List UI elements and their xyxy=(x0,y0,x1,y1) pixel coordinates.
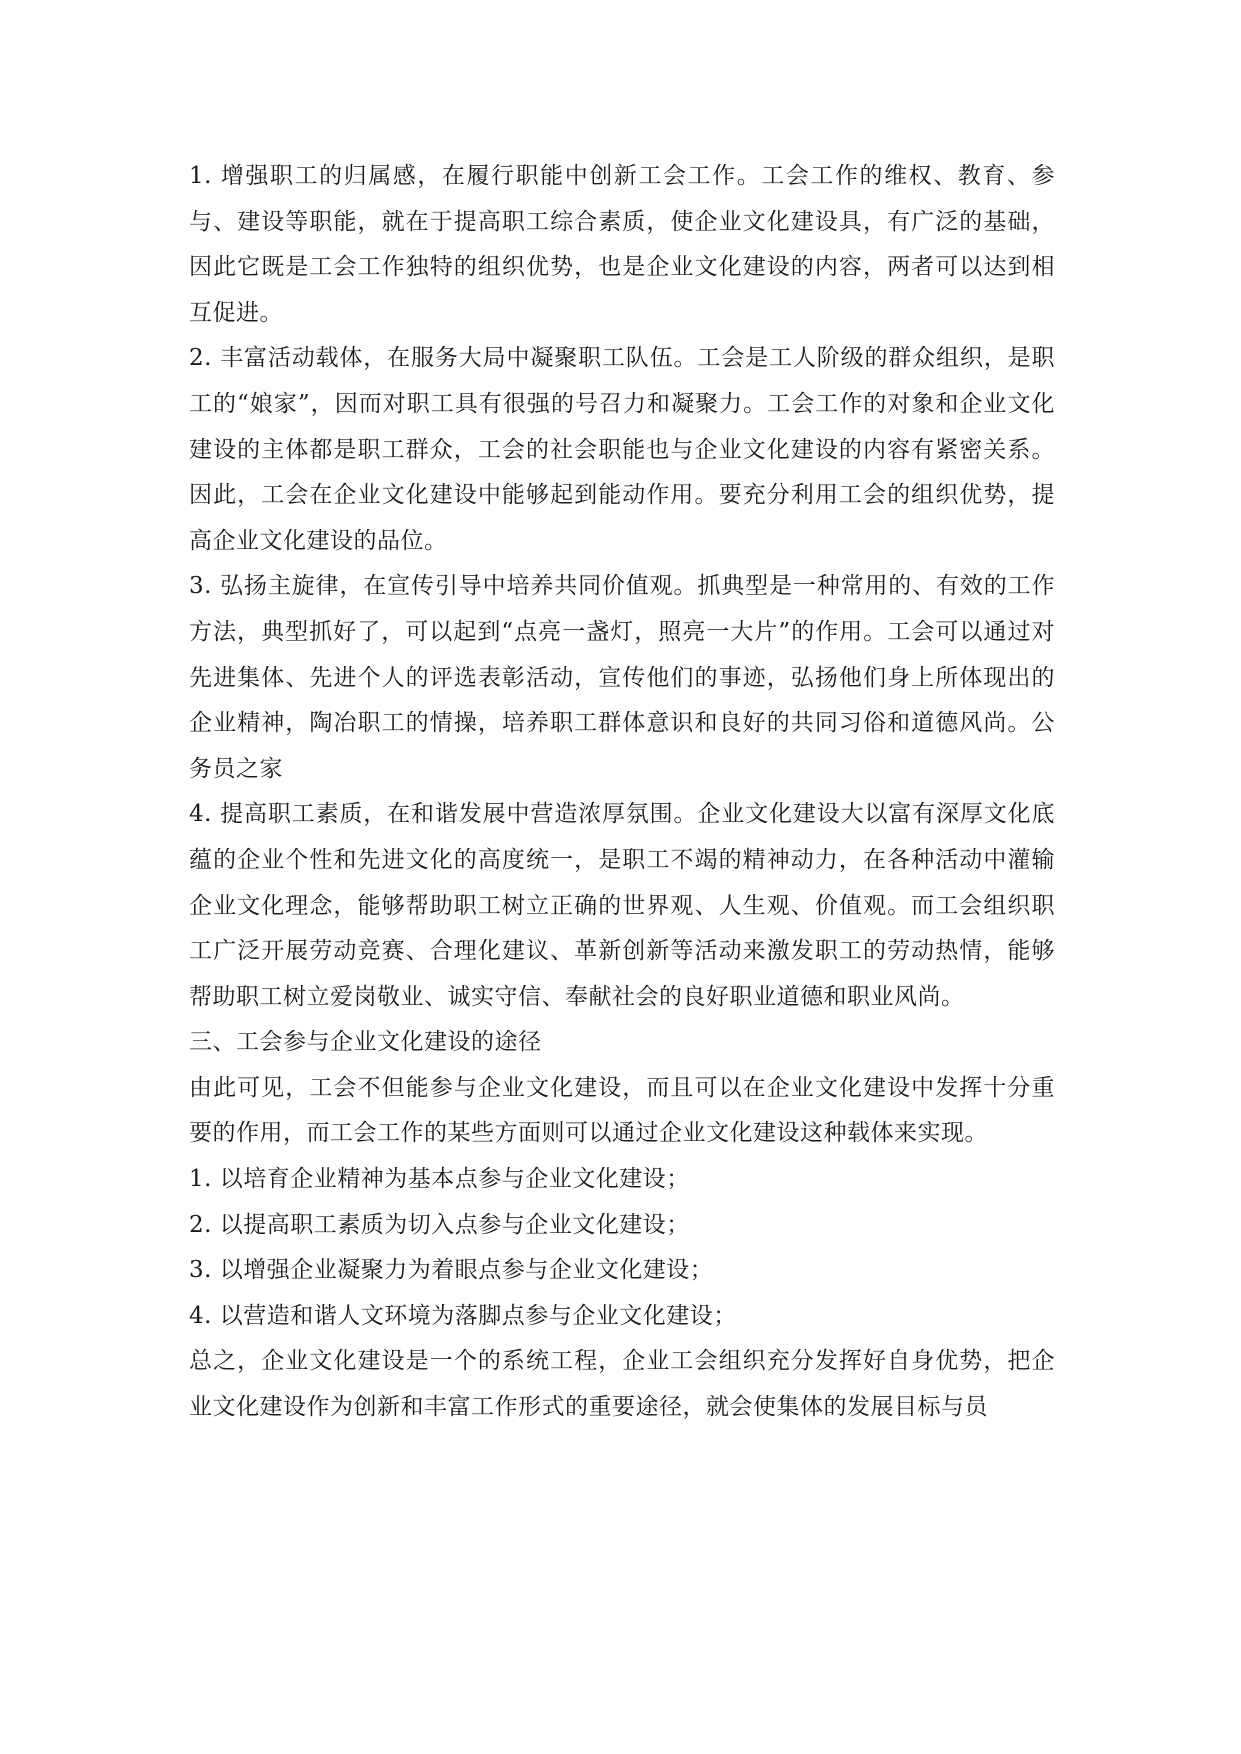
paragraph-item-2-activities: 2. 丰富活动载体，在服务大局中凝聚职工队伍。工会是工人阶级的群众组织，是职工的“娘家”，因而对职工具有很强的号召力和凝聚力。工会工作的对象和企业文化建设的主体都是职工群众，工会的社会职能也与企业文化建设的内容有紧密关系。因此，工会在企业文化建设中能够起到能动作用。要充分利用工会的组织优势，提高企业文化建设的品位。 xyxy=(189,345,1055,554)
paragraph-intro: 由此可见，工会不但能参与企业文化建设，而且可以在企业文化建设中发挥十分重要的作用，而工会工作的某些方面则可以通过企业文化建设这种载体来实现。 xyxy=(189,1074,1055,1147)
paragraph-item-4-quality: 4. 提高职工素质，在和谐发展中营造浓厚氛围。企业文化建设大以富有深厚文化底蕴的企业个性和先进文化的高度统一，是职工不竭的精神动力，在各种活动中灌输企业文化理念，能够帮助职工树立正确的世界观、人生观、价值观。而工会组织职工广泛开展劳动竞赛、合理化建议、革新创新等活动来激发职工的劳动热情，能够帮助职工树立爱岗敬业、诚实守信、奉献社会的良好职业道德和职业风尚。 xyxy=(189,801,1055,1010)
list-item-4: 4. 以营造和谐人文环境为落脚点参与企业文化建设； xyxy=(189,1302,737,1329)
paragraph-item-3-main-theme: 3. 弘扬主旋律，在宣传引导中培养共同价值观。抓典型是一种常用的、有效的工作方法，典型抓好了，可以起到“点亮一盏灯，照亮一大片”的作用。工会可以通过对先进集体、先进个人的评选表彰活动，宣传他们的事迹，弘扬他们身上所体现出的企业精神，陶冶职工的情操，培养职工群体意识和良好的共同习俗和道德风尚。公务员之家 xyxy=(189,573,1055,782)
list-item-2: 2. 以提高职工素质为切入点参与企业文化建设； xyxy=(189,1211,690,1238)
paragraph-conclusion: 总之，企业文化建设是一个的系统工程，企业工会组织充分发挥好自身优势，把企业文化建设作为创新和丰富工作形式的重要途径，就会使集体的发展目标与员 xyxy=(189,1348,1055,1421)
document-page xyxy=(189,154,1055,1431)
list-item-3: 3. 以增强企业凝聚力为着眼点参与企业文化建设； xyxy=(189,1257,714,1284)
paragraph-item-1-belonging: 1. 增强职工的归属感，在履行职能中创新工会工作。工会工作的维权、教育、参与、建设等职能，就在于提高职工综合素质，使企业文化建设具，有广泛的基础，因此它既是工会工作独特的组织优势，也是企业文化建设的内容，两者可以达到相互促进。 xyxy=(189,163,1055,326)
list-item-1: 1. 以培育企业精神为基本点参与企业文化建设； xyxy=(189,1166,690,1193)
section-heading-3: 三、工会参与企业文化建设的途径 xyxy=(189,1029,542,1056)
